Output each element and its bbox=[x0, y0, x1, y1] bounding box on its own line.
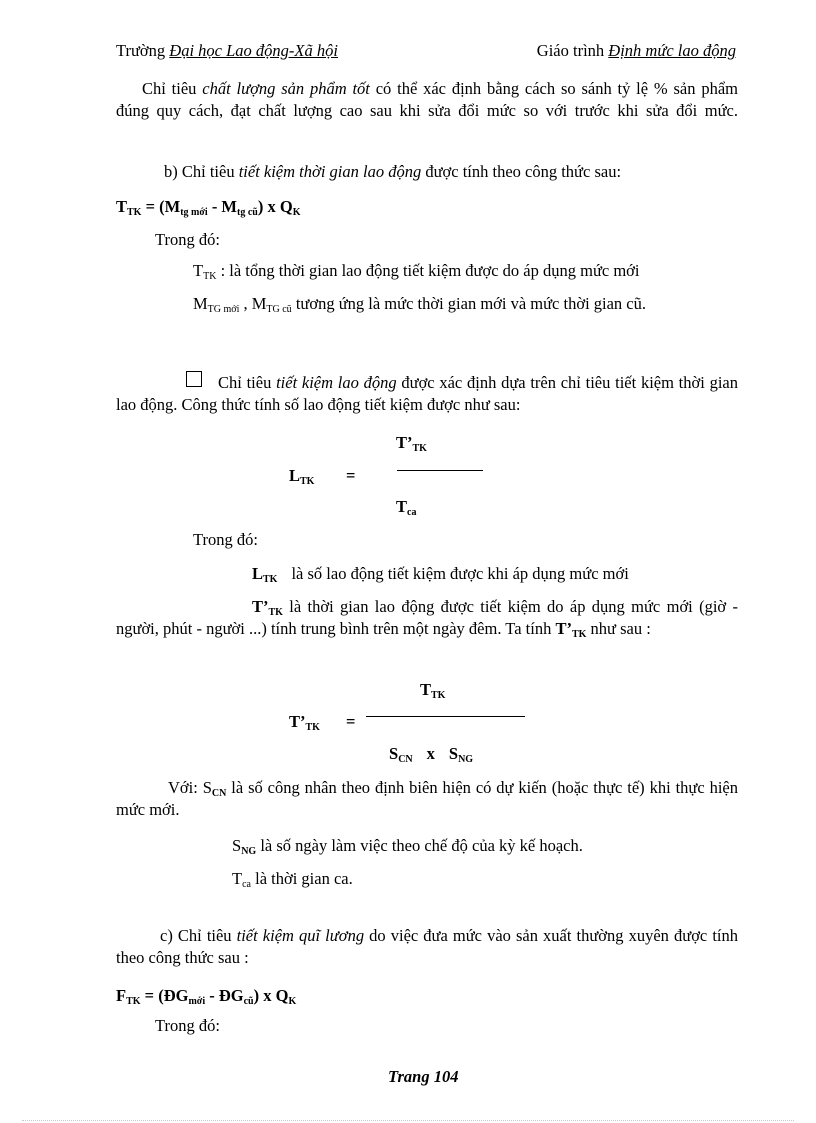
formula-tp-equals: = bbox=[346, 712, 356, 731]
definition-ltk: $L_{TK}$ là số lao động tiết kiệm được khi áp dụng mức mới bbox=[252, 564, 629, 585]
fraction-line-tp bbox=[366, 716, 525, 717]
definition-t-prime-tk: $T’_{TK}$ là thời gian lao động được tiết kiệm do áp dụng mức mới (giờ - người, phút - người ...) tính trung bình trên một ngày đêm. Ta tính $T’_{TK}$ như sau : bbox=[116, 597, 738, 640]
formula-ltk-equals: = bbox=[346, 466, 356, 485]
where-label-l: Trong đó: bbox=[193, 530, 258, 549]
section-c-paragraph: c) Chỉ tiêu tiết kiệm quĩ lương do việc đưa mức vào sản xuất thường xuyên được tính theo công thức sau : bbox=[116, 926, 738, 967]
where-label-c: Trong đó: bbox=[155, 1016, 220, 1035]
definition-ttk: $T_{TK}$ : là tổng thời gian lao động tiết kiệm được do áp dụng mức mới bbox=[193, 261, 640, 282]
section-b-heading: b) Chỉ tiêu tiết kiệm thời gian lao động được tính theo công thức sau: bbox=[164, 162, 622, 181]
formula-ltk-numerator: $T’_{TK}$ bbox=[396, 433, 427, 454]
document-page: Trường Đại học Lao động-Xã hội Giáo trình Định mức lao động Chỉ tiêu chất lượng sản phẩm tốt có thể xác định bằng cách so sánh tỷ lệ % sản phẩm đúng quy cách, đạt chất lượng cao sau khi sửa đổi mức so với trước khi sửa đổi mức. b) Chỉ tiêu tiết kiệm thời gian lao động được tính theo công thức sau: $T_{TK} = (M_{tg mới} - M_{tg cũ})$ x $Q_K$ Trong đó: $T_{TK}$ : là tổng thời gian lao động tiết kiệm được do áp dụng mức mới $M_{TG mới}$ , $M_{TG cũ}$ tương ứng là mức thời gian mới và mức thời gian cũ. Chỉ tiêu tiết kiệm lao động được xác định dựa trên chỉ tiêu tiết kiệm thời gian lao động. Công thức tính số lao động tiết kiệm được như sau: $L_{TK}$ = $T’_{TK}$ $T_{ca}$ Trong đó: $L_{TK}$ là số lao động tiết kiệm được khi áp dụng mức mới $T’_{TK}$ là thời gian lao động được tiết kiệm do áp dụng mức mới (giờ - người, phút - người ...) tính trung bình trên một ngày đêm. Ta tính $T’_{TK}$ như sau : $T_{TK}$ $T’_{TK}$ = $S_{CN}$ x $S_{NG}$ Với: $S_{CN}$ là số công nhân theo định biên hiện có dự kiến (hoặc thực tế) khi thực hiện mức mới. $S_{NG}$ là số ngày làm việc theo chế độ của kỳ kế hoạch. $T_{ca}$ là thời gian ca. c) Chỉ tiêu tiết kiệm quĩ lương do việc đưa mức vào sản xuất thường xuyên được tính theo công thức sau : $F_{TK}$ = ($ĐG_{mới}$ - $ĐG_{cũ}$) x $Q_K$ Trong đó: Trang 104 bbox=[0, 0, 816, 1123]
formula-tp-lhs: $T’_{TK}$ bbox=[289, 712, 320, 733]
fraction-line-ltk bbox=[397, 470, 483, 471]
page-header bbox=[116, 40, 736, 62]
formula-ftk: $F_{TK}$ = ($ĐG_{mới}$ - $ĐG_{cũ}$) x $Q_K$ bbox=[116, 986, 297, 1007]
formula-tp-denominator: $S_{CN}$ x $S_{NG}$ bbox=[389, 744, 474, 765]
formula-ltk-lhs: $L_{TK}$ bbox=[289, 466, 315, 487]
definition-tca: $T_{ca}$ là thời gian ca. bbox=[232, 869, 353, 890]
page-bottom-border bbox=[22, 1120, 794, 1121]
header-left: Trường Đại học Lao động-Xã hội bbox=[116, 41, 338, 60]
paragraph-labor-saving: Chỉ tiêu tiết kiệm lao động được xác định dựa trên chỉ tiêu tiết kiệm thời gian lao động. Công thức tính số lao động tiết kiệm được như sau: bbox=[116, 373, 738, 414]
where-label-b: Trong đó: bbox=[155, 230, 220, 249]
formula-tp-numerator: $T_{TK}$ bbox=[420, 680, 446, 701]
definition-scn: Với: $S_{CN}$ là số công nhân theo định biên hiện có dự kiến (hoặc thực tế) khi thực hiện mức mới. bbox=[116, 778, 738, 819]
formula-ltk-denominator: $T_{ca}$ bbox=[396, 497, 417, 518]
header-right: Giáo trình Định mức lao động bbox=[536, 41, 736, 60]
formula-ttk: $T_{TK} = (M_{tg mới} - M_{tg cũ})$ x $Q_K$ bbox=[116, 197, 301, 218]
definition-sng: $S_{NG}$ là số ngày làm việc theo chế độ của kỳ kế hoạch. bbox=[232, 836, 583, 857]
page-number: Trang 104 bbox=[388, 1067, 459, 1086]
paragraph-quality: Chỉ tiêu chất lượng sản phẩm tốt có thể xác định bằng cách so sánh tỷ lệ % sản phẩm đúng quy cách, đạt chất lượng cao sau khi sửa đổi mức so với trước khi sửa đổi mức. bbox=[116, 79, 738, 120]
